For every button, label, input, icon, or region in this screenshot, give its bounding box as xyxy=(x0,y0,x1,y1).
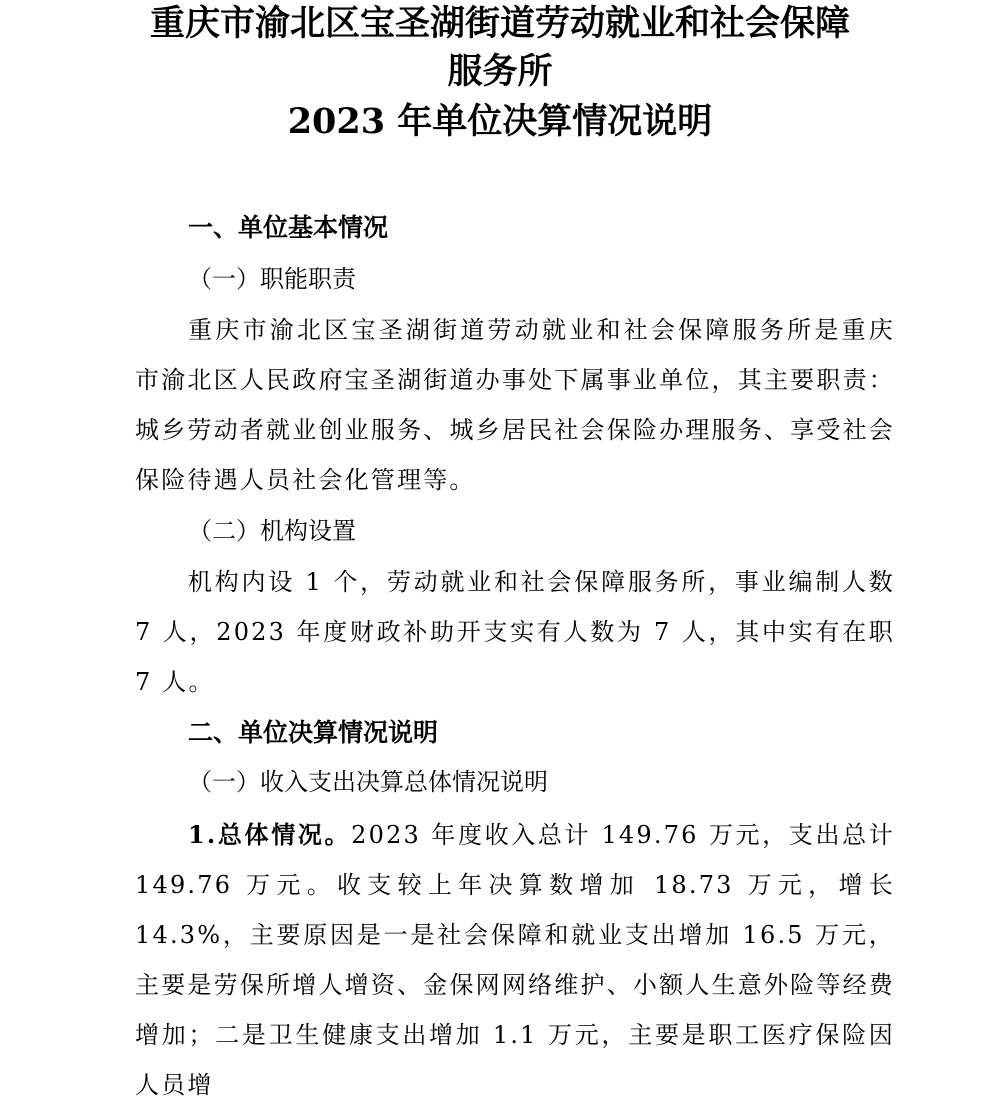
paragraph-body: 2023 年度收入总计 149.76 万元，支出总计 149.76 万元。收支较上年决算数增加 18.73 万元，增长 14.3%，主要原因是一是社会保障和就业支出增加 16.5 万元，主要是劳保所增人增资、金保网网络维护、小额人生意外险等经费增加；二是卫生健康支出增加 1.1 万元，主要是职工医疗保险因人员增 xyxy=(135,821,895,1099)
paragraph-lead: 1.总体情况。 xyxy=(188,820,352,849)
paragraph-overall xyxy=(135,810,895,1110)
paragraph-functions: 重庆市渝北区宝圣湖街道劳动就业和社会保障服务所是重庆市渝北区人民政府宝圣湖街道办事处下属事业单位，其主要职责：城乡劳动者就业创业服务、城乡居民社会保险办理服务、享受社会保险待遇人员社会化管理等。 xyxy=(135,316,895,494)
document-title-line-1: 重庆市渝北区宝圣湖街道劳动就业和社会保障 xyxy=(149,3,850,44)
subsection-heading-functions: （一）职能职责 xyxy=(188,265,356,293)
document-title-line-3: 2023 年单位决算情况说明 xyxy=(287,101,713,142)
section-heading-basic-info: 一、单位基本情况 xyxy=(188,213,389,242)
section-heading-final-accounts: 二、单位决算情况说明 xyxy=(188,718,439,747)
subsection-heading-organization: （二）机构设置 xyxy=(188,517,356,545)
subsection-heading-income-expenditure: （一）收入支出决算总体情况说明 xyxy=(188,768,548,796)
document-title-line-2: 服务所 xyxy=(447,51,553,92)
paragraph-organization: 机构内设 1 个，劳动就业和社会保障服务所，事业编制人数 7 人，2023 年度财政补助开支实有人数为 7 人，其中实有在职 7 人。 xyxy=(135,568,895,696)
